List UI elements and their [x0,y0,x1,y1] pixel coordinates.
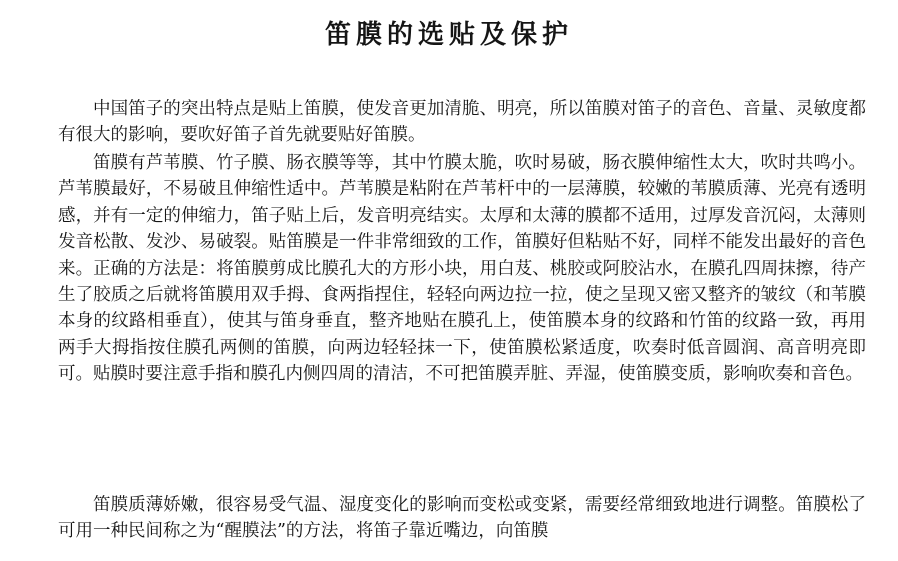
paragraph-1: 中国笛子的突出特点是贴上笛膜，使发音更加清脆、明亮，所以笛膜对笛子的音色、音量、灵敏度都有很大的影响，要吹好笛子首先就要贴好笛膜。 [58,99,866,146]
page-title: 笛膜的选贴及保护 [324,20,573,50]
paragraph-2: 笛膜有芦苇膜、竹子膜、肠衣膜等等，其中竹膜太脆，吹时易破，肠衣膜伸缩性太大，吹时共鸣小。芦苇膜最好，不易破且伸缩性适中。芦苇膜是粘附在芦苇杆中的一层薄膜，较嫩的苇膜质薄、光亮有透明感，并有一定的伸缩力，笛子贴上后，发音明亮结实。太厚和太薄的膜都不适用，过厚发音沉闷，太薄则发音松散、发沙、易破裂。贴笛膜是一件非常细致的工作，笛膜好但粘贴不好，同样不能发出最好的音色来。正确的方法是：将笛膜剪成比膜孔大的方形小块，用白芨、桃胶或阿胶沾水，在膜孔四周抹擦，待产生了胶质之后就将笛膜用双手拇、食两指捏住，轻轻向两边拉一拉，使之呈现又密又整齐的皱纹（和苇膜本身的纹路相垂直），使其与笛身垂直，整齐地贴在膜孔上，使笛膜本身的纹路和竹笛的纹路一致，再用两手大拇指按住膜孔两侧的笛膜，向两边轻轻抹一下，使笛膜松紧适度，吹奏时低音圆润、高音明亮即可。贴膜时要注意手指和膜孔内侧四周的清洁，不可把笛膜弄脏、弄湿，使笛膜变质，影响吹奏和音色。 [58,153,866,385]
paragraph-3: 笛膜质薄娇嫩，很容易受气温、湿度变化的影响而变松或变紧，需要经常细致地进行调整。笛膜松了可用一种民间称之为“醒膜法”的方法，将笛子靠近嘴边，向笛膜 [58,495,866,542]
